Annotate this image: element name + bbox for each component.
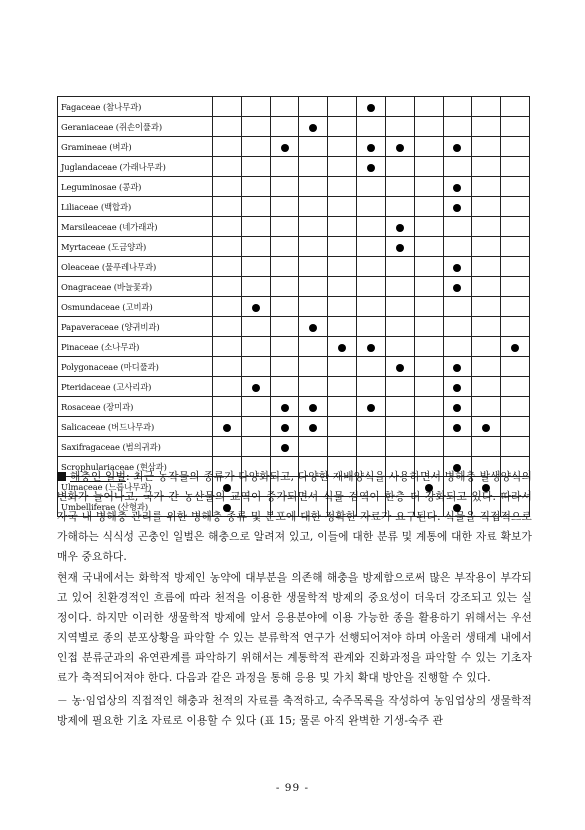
occurrence-cell (472, 257, 501, 277)
occurrence-cell (385, 397, 414, 417)
occurrence-cell (328, 237, 357, 257)
occurrence-cell (385, 437, 414, 457)
occurrence-cell (270, 437, 299, 457)
table-row (58, 177, 530, 197)
family-name-cell: Papaveraceae (양귀비과) (58, 317, 213, 337)
occurrence-cell (501, 137, 530, 157)
occurrence-cell (414, 197, 443, 217)
occurrence-cell (385, 377, 414, 397)
family-name-cell: Ulmaceae (느릅나무과) (58, 477, 213, 497)
family-name-cell: Polygonaceae (마디풀과) (58, 357, 213, 377)
occurrence-cell (213, 257, 242, 277)
occurrence-cell (357, 277, 386, 297)
table-row (58, 137, 530, 157)
occurrence-cell (213, 297, 242, 317)
occurrence-cell (385, 237, 414, 257)
filled-circle-icon (511, 344, 519, 352)
occurrence-cell (443, 217, 472, 237)
occurrence-cell (443, 197, 472, 217)
family-name-cell: Fagaceae (참나무과) (58, 97, 213, 117)
occurrence-cell (213, 137, 242, 157)
occurrence-cell (241, 357, 270, 377)
occurrence-cell (385, 357, 414, 377)
occurrence-cell (270, 297, 299, 317)
filled-circle-icon (396, 244, 404, 252)
filled-circle-icon (223, 424, 231, 432)
occurrence-cell (414, 277, 443, 297)
occurrence-cell (241, 177, 270, 197)
occurrence-cell (443, 337, 472, 357)
occurrence-cell (501, 177, 530, 197)
occurrence-cell (299, 197, 328, 217)
occurrence-cell (501, 157, 530, 177)
occurrence-cell (357, 257, 386, 277)
filled-circle-icon (367, 344, 375, 352)
filled-circle-icon (281, 444, 289, 452)
paragraph-text: : 최근 농작물의 종류가 다양화되고, 다양한 재배양식을 사용하면서 병해충 발생양식의 변화가 늘어나고, 국가 간 농산물의 교역이 증가되면서 식물 검역이 한층 더 강화되고 있다. 따라서 자국 내 병해충 관리를 위한 병해충 종류 및 분포에 대한 정확한 자료가 요구된다. 식물을 직접적으로 가해하는 식식성 곤충인 일벌은 해충으로 알려져 있고, 이들에 대한 분류 및 계통에 대한 자료 확보가 매우 중요하다. (57, 470, 532, 563)
filled-circle-icon (396, 364, 404, 372)
occurrence-cell (414, 377, 443, 397)
occurrence-cell (241, 197, 270, 217)
occurrence-cell (501, 357, 530, 377)
family-name-cell: Rosaceae (장미과) (58, 397, 213, 417)
occurrence-cell (328, 257, 357, 277)
occurrence-cell (270, 157, 299, 177)
occurrence-cell (299, 217, 328, 237)
occurrence-cell (501, 217, 530, 237)
occurrence-cell (213, 417, 242, 437)
occurrence-cell (328, 357, 357, 377)
occurrence-cell (472, 157, 501, 177)
occurrence-cell (299, 397, 328, 417)
paragraph-sawfly-pests (57, 467, 532, 567)
occurrence-cell (241, 257, 270, 277)
filled-circle-icon (367, 144, 375, 152)
occurrence-cell (328, 417, 357, 437)
filled-circle-icon (367, 404, 375, 412)
filled-circle-icon (309, 324, 317, 332)
occurrence-cell (472, 357, 501, 377)
table-row (58, 197, 530, 217)
family-name-cell: Umbelliferae (산형과) (58, 497, 213, 517)
occurrence-cell (213, 157, 242, 177)
family-name-cell: Geraniaceae (쥐손이풀과) (58, 117, 213, 137)
occurrence-cell (385, 177, 414, 197)
occurrence-cell (357, 397, 386, 417)
table-row (58, 217, 530, 237)
occurrence-cell (385, 137, 414, 157)
occurrence-cell (299, 297, 328, 317)
filled-circle-icon (281, 404, 289, 412)
occurrence-cell (328, 297, 357, 317)
family-name-cell: Osmundaceae (고비과) (58, 297, 213, 317)
occurrence-cell (357, 357, 386, 377)
occurrence-cell (501, 237, 530, 257)
occurrence-cell (299, 157, 328, 177)
occurrence-cell (443, 317, 472, 337)
occurrence-cell (213, 377, 242, 397)
host-family-table-body (58, 97, 530, 517)
occurrence-cell (328, 277, 357, 297)
filled-circle-icon (338, 344, 346, 352)
occurrence-cell (213, 397, 242, 417)
occurrence-cell (414, 217, 443, 237)
occurrence-cell (501, 117, 530, 137)
occurrence-cell (414, 117, 443, 137)
occurrence-cell (414, 397, 443, 417)
table-row (58, 337, 530, 357)
occurrence-cell (270, 197, 299, 217)
filled-circle-icon (252, 304, 260, 312)
square-bullet-icon (57, 472, 66, 481)
filled-circle-icon (309, 424, 317, 432)
occurrence-cell (241, 317, 270, 337)
occurrence-cell (443, 277, 472, 297)
occurrence-cell (472, 437, 501, 457)
occurrence-cell (241, 397, 270, 417)
table-row (58, 317, 530, 337)
table-row (58, 357, 530, 377)
occurrence-cell (443, 237, 472, 257)
occurrence-cell (357, 237, 386, 257)
table-row (58, 157, 530, 177)
filled-circle-icon (453, 424, 461, 432)
occurrence-cell (385, 297, 414, 317)
occurrence-cell (472, 197, 501, 217)
occurrence-cell (443, 357, 472, 377)
occurrence-cell (414, 137, 443, 157)
filled-circle-icon (367, 104, 375, 112)
occurrence-cell (414, 417, 443, 437)
occurrence-cell (328, 217, 357, 237)
occurrence-cell (270, 137, 299, 157)
filled-circle-icon (281, 144, 289, 152)
occurrence-cell (328, 137, 357, 157)
occurrence-cell (472, 397, 501, 417)
occurrence-cell (299, 237, 328, 257)
occurrence-cell (472, 417, 501, 437)
occurrence-cell (328, 97, 357, 117)
occurrence-cell (299, 357, 328, 377)
occurrence-cell (443, 417, 472, 437)
occurrence-cell (501, 297, 530, 317)
occurrence-cell (385, 117, 414, 137)
occurrence-cell (357, 317, 386, 337)
occurrence-cell (472, 177, 501, 197)
occurrence-cell (299, 437, 328, 457)
occurrence-cell (385, 317, 414, 337)
filled-circle-icon (453, 204, 461, 212)
occurrence-cell (501, 437, 530, 457)
occurrence-cell (385, 157, 414, 177)
filled-circle-icon (453, 364, 461, 372)
occurrence-cell (501, 337, 530, 357)
occurrence-cell (443, 157, 472, 177)
occurrence-cell (299, 97, 328, 117)
occurrence-cell (213, 177, 242, 197)
occurrence-cell (213, 277, 242, 297)
table-row (58, 437, 530, 457)
occurrence-cell (357, 297, 386, 317)
family-name-cell: Oleaceae (물푸레나무과) (58, 257, 213, 277)
occurrence-cell (472, 377, 501, 397)
filled-circle-icon (453, 404, 461, 412)
table-row (58, 117, 530, 137)
occurrence-cell (443, 297, 472, 317)
occurrence-cell (357, 377, 386, 397)
occurrence-cell (414, 357, 443, 377)
occurrence-cell (472, 277, 501, 297)
occurrence-cell (213, 337, 242, 357)
occurrence-cell (270, 237, 299, 257)
occurrence-cell (472, 97, 501, 117)
occurrence-cell (328, 397, 357, 417)
table-row (58, 277, 530, 297)
occurrence-cell (213, 437, 242, 457)
table-row (58, 237, 530, 257)
occurrence-cell (270, 317, 299, 337)
occurrence-cell (328, 157, 357, 177)
filled-circle-icon (453, 144, 461, 152)
table-row (58, 297, 530, 317)
occurrence-cell (443, 177, 472, 197)
family-name-cell: Saxifragaceae (범의귀과) (58, 437, 213, 457)
family-name-cell: Scrophulariaceae (현삼과) (58, 457, 213, 477)
occurrence-cell (299, 277, 328, 297)
occurrence-cell (501, 197, 530, 217)
occurrence-cell (328, 197, 357, 217)
occurrence-cell (270, 257, 299, 277)
occurrence-cell (241, 237, 270, 257)
occurrence-cell (299, 177, 328, 197)
occurrence-cell (414, 297, 443, 317)
occurrence-cell (299, 417, 328, 437)
filled-circle-icon (453, 264, 461, 272)
occurrence-cell (270, 217, 299, 237)
occurrence-cell (385, 217, 414, 237)
family-name-cell: Pteridaceae (고사리과) (58, 377, 213, 397)
paragraph-host-list: － 농·임업상의 직접적인 해충과 천적의 자료를 축적하고, 숙주목록을 작성하여 농임업상의 생물학적 방제에 필요한 기초 자료로 이용할 수 있다 (표 15; 물론 아직 완벽한 기생-숙주 관 (57, 694, 532, 727)
occurrence-cell (414, 237, 443, 257)
occurrence-cell (328, 377, 357, 397)
occurrence-cell (213, 217, 242, 237)
occurrence-cell (299, 117, 328, 137)
occurrence-cell (357, 417, 386, 437)
occurrence-cell (328, 337, 357, 357)
occurrence-cell (241, 137, 270, 157)
host-family-table (57, 96, 530, 517)
occurrence-cell (501, 417, 530, 437)
occurrence-cell (299, 317, 328, 337)
occurrence-cell (357, 177, 386, 197)
occurrence-cell (443, 437, 472, 457)
occurrence-cell (501, 277, 530, 297)
family-name-cell: Onagraceae (바늘꽃과) (58, 277, 213, 297)
occurrence-cell (472, 337, 501, 357)
occurrence-cell (270, 377, 299, 397)
family-name-cell: Leguminosae (콩과) (58, 177, 213, 197)
occurrence-cell (357, 157, 386, 177)
occurrence-cell (270, 277, 299, 297)
table-row (58, 417, 530, 437)
occurrence-cell (270, 357, 299, 377)
occurrence-cell (299, 257, 328, 277)
occurrence-cell (213, 117, 242, 137)
occurrence-cell (357, 97, 386, 117)
occurrence-cell (357, 217, 386, 237)
occurrence-cell (472, 237, 501, 257)
filled-circle-icon (453, 384, 461, 392)
occurrence-cell (501, 397, 530, 417)
occurrence-cell (443, 117, 472, 137)
family-name-cell: Salicaceae (버드나무과) (58, 417, 213, 437)
occurrence-cell (357, 437, 386, 457)
filled-circle-icon (309, 124, 317, 132)
occurrence-cell (299, 377, 328, 397)
paragraph-biological-control: 현재 국내에서는 화학적 방제인 농약에 대부분을 의존해 해충을 방제함으로써 많은 부작용이 부각되고 있어 친환경적인 흐름에 따라 천적을 이용한 생물학적 방제의 중요성이 더욱더 강조되고 있는 실정이다. 하지만 이러한 생물학적 방제에 앞서 응용분야에 이용 가능한 종을 활용하기 위해서는 우선 지역별로 종의 분포상황을 파악할 수 있는 분류학적 연구가 선행되어져야 하며 아울러 생태계 내에서 인접 분류군과의 유연관계를 파악하기 위해서는 계통학적 관계와 진화과정을 파악할 수 있는 기초자료가 축적되어져야 한다. 다음과 같은 과정을 통해 응용 및 가치 확대 방안을 진행할 수 있다. (57, 571, 532, 684)
occurrence-cell (213, 317, 242, 337)
occurrence-cell (414, 317, 443, 337)
family-name-cell: Marsileaceae (네가래과) (58, 217, 213, 237)
occurrence-cell (241, 117, 270, 137)
occurrence-cell (472, 217, 501, 237)
table-row (58, 397, 530, 417)
occurrence-cell (270, 417, 299, 437)
occurrence-cell (241, 157, 270, 177)
occurrence-cell (270, 97, 299, 117)
filled-circle-icon (396, 224, 404, 232)
occurrence-cell (414, 337, 443, 357)
table-row (58, 377, 530, 397)
occurrence-cell (213, 97, 242, 117)
occurrence-cell (443, 397, 472, 417)
page-number: - 99 - (275, 782, 310, 794)
occurrence-cell (357, 197, 386, 217)
family-name-cell: Gramineae (벼과) (58, 137, 213, 157)
occurrence-cell (443, 257, 472, 277)
occurrence-cell (241, 97, 270, 117)
occurrence-cell (414, 437, 443, 457)
occurrence-cell (357, 337, 386, 357)
filled-circle-icon (396, 144, 404, 152)
occurrence-cell (241, 337, 270, 357)
occurrence-cell (501, 377, 530, 397)
occurrence-cell (501, 317, 530, 337)
filled-circle-icon (453, 284, 461, 292)
occurrence-cell (443, 97, 472, 117)
filled-circle-icon (482, 424, 490, 432)
filled-circle-icon (367, 164, 375, 172)
occurrence-cell (270, 397, 299, 417)
occurrence-cell (270, 177, 299, 197)
filled-circle-icon (309, 404, 317, 412)
occurrence-cell (328, 177, 357, 197)
occurrence-cell (501, 257, 530, 277)
occurrence-cell (328, 117, 357, 137)
occurrence-cell (357, 117, 386, 137)
occurrence-cell (241, 297, 270, 317)
table-row (58, 97, 530, 117)
occurrence-cell (385, 417, 414, 437)
filled-circle-icon (252, 384, 260, 392)
occurrence-cell (357, 137, 386, 157)
occurrence-cell (270, 117, 299, 137)
occurrence-cell (241, 217, 270, 237)
occurrence-cell (270, 337, 299, 357)
occurrence-cell (472, 317, 501, 337)
occurrence-cell (299, 337, 328, 357)
occurrence-cell (501, 97, 530, 117)
occurrence-cell (213, 197, 242, 217)
table-row (58, 257, 530, 277)
filled-circle-icon (281, 424, 289, 432)
occurrence-cell (472, 137, 501, 157)
occurrence-cell (385, 277, 414, 297)
section-heading: 해충인 일벌 (70, 470, 126, 483)
occurrence-cell (299, 137, 328, 157)
occurrence-cell (241, 277, 270, 297)
occurrence-cell (328, 437, 357, 457)
occurrence-cell (385, 337, 414, 357)
occurrence-cell (414, 157, 443, 177)
occurrence-cell (241, 377, 270, 397)
occurrence-cell (414, 177, 443, 197)
occurrence-cell (414, 257, 443, 277)
family-name-cell: Liliaceae (백합과) (58, 197, 213, 217)
family-name-cell: Pinaceae (소나무과) (58, 337, 213, 357)
occurrence-cell (414, 97, 443, 117)
occurrence-cell (241, 437, 270, 457)
occurrence-cell (241, 417, 270, 437)
occurrence-cell (443, 137, 472, 157)
occurrence-cell (385, 97, 414, 117)
family-name-cell: Juglandaceae (가래나무과) (58, 157, 213, 177)
filled-circle-icon (453, 184, 461, 192)
family-name-cell: Myrtaceae (도금양과) (58, 237, 213, 257)
occurrence-cell (328, 317, 357, 337)
occurrence-cell (443, 377, 472, 397)
occurrence-cell (472, 117, 501, 137)
occurrence-cell (385, 197, 414, 217)
occurrence-cell (213, 357, 242, 377)
occurrence-cell (213, 237, 242, 257)
occurrence-cell (472, 297, 501, 317)
occurrence-cell (385, 257, 414, 277)
